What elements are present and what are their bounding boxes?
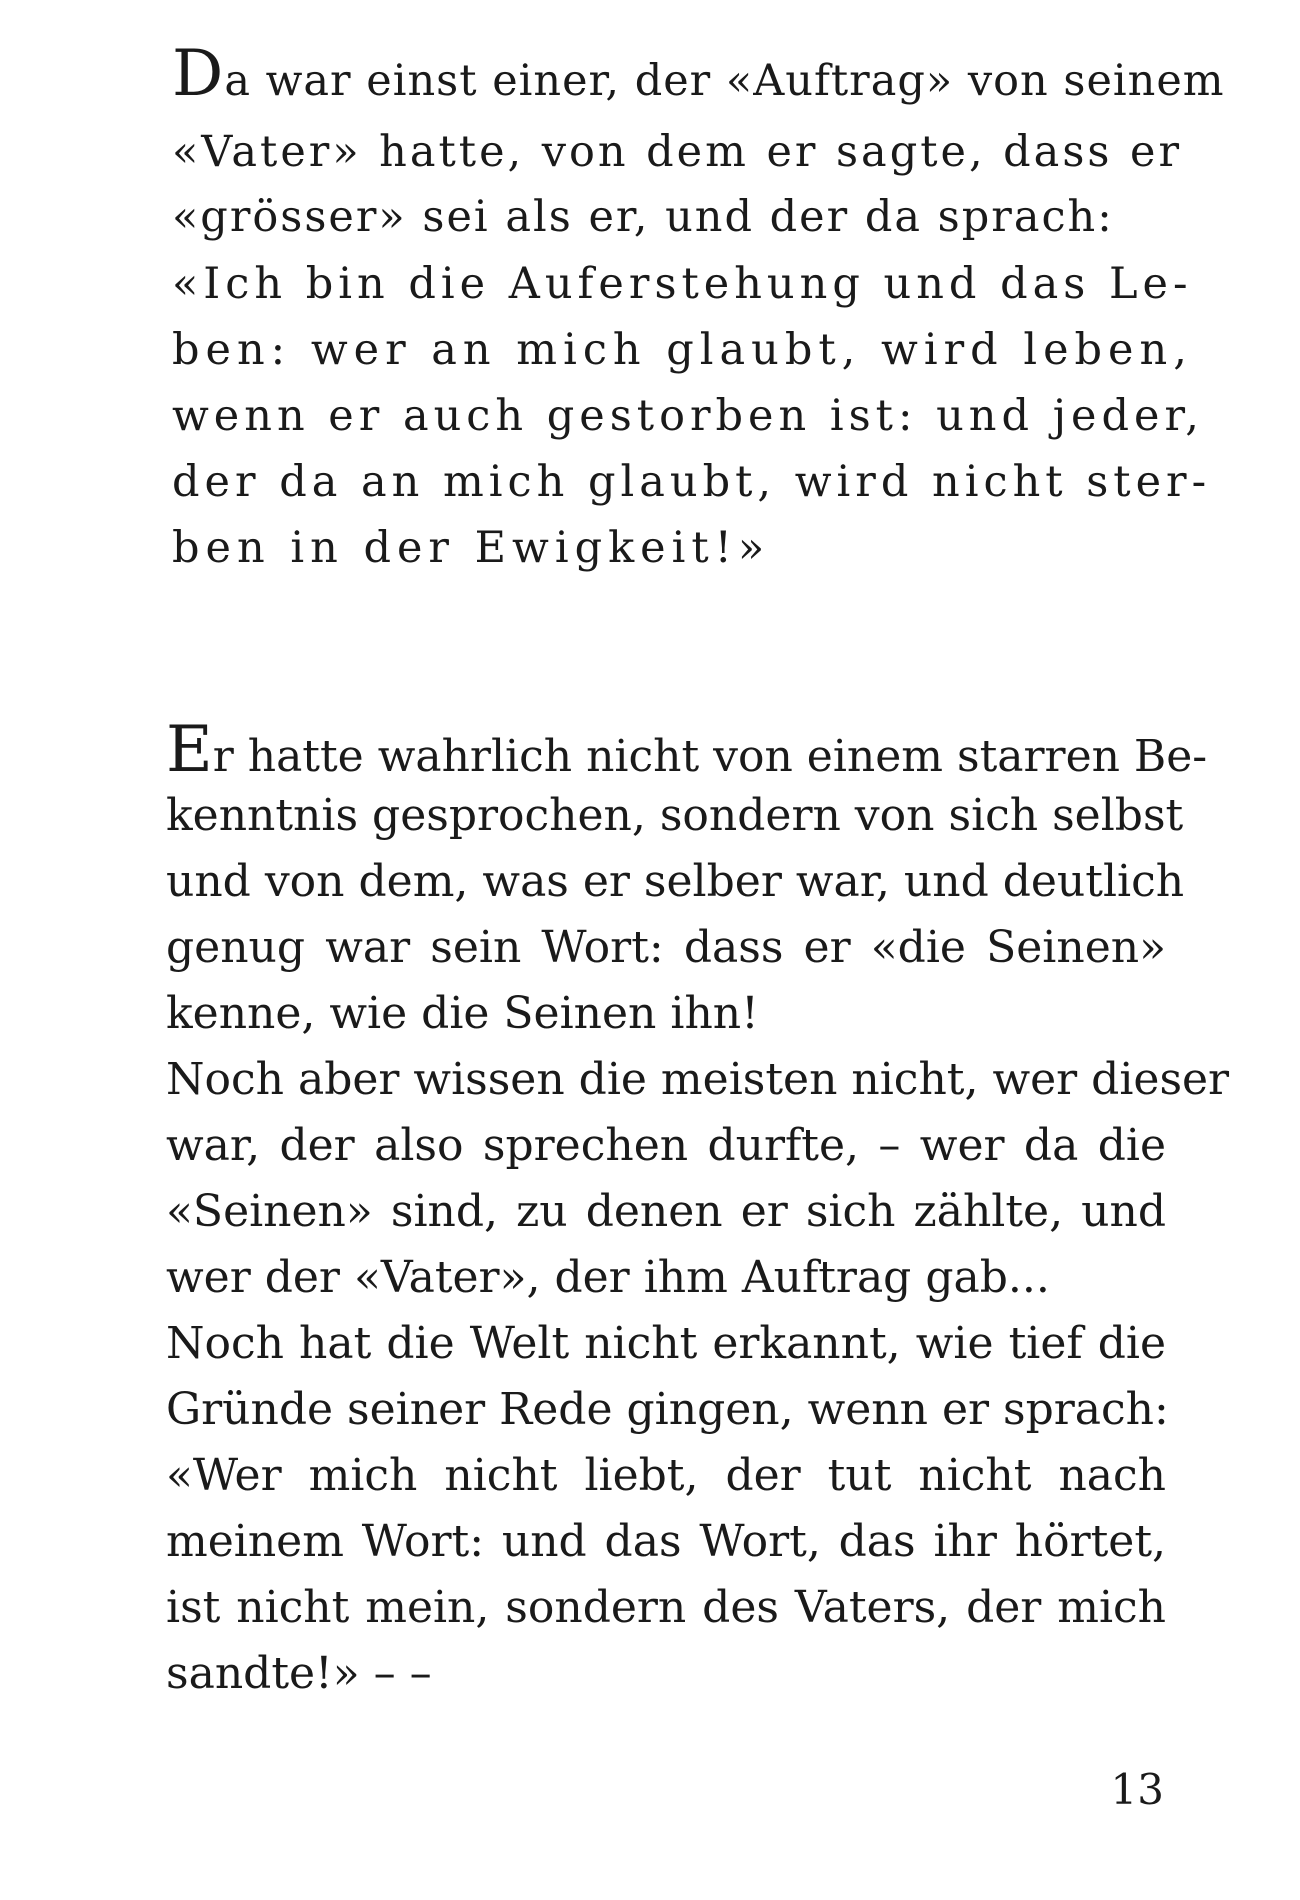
- paragraph-2-line-6: Noch aber wissen die meisten nicht, wer dieser: [166, 1054, 1230, 1105]
- paragraph-2-line-4: genug war sein Wort: dass er «die Seinen»: [166, 922, 1166, 973]
- dropcap-d: D: [172, 37, 225, 111]
- paragraph-2-line-1: [166, 713, 1208, 787]
- paragraph-2-line-5: kenne, wie die Seinen ihn!: [166, 988, 759, 1039]
- paragraph-2-line-8: «Seinen» sind, zu denen er sich zählte, und: [166, 1186, 1166, 1237]
- paragraph-2-line-11: Gründe seiner Rede gingen, wenn er sprach:: [166, 1384, 1169, 1435]
- paragraph-2-line-9: wer der «Vater», der ihm Auftrag gab...: [166, 1252, 1050, 1303]
- paragraph-2-line-7: war, der also sprechen durfte, – wer da die: [166, 1120, 1166, 1171]
- paragraph-1-line-1: [172, 37, 1225, 111]
- dropcap-e: E: [166, 713, 213, 787]
- paragraph-2-line-15: sandte!» – –: [166, 1648, 432, 1699]
- paragraph-1-line-6: wenn er auch gestorben ist: und jeder,: [172, 391, 1204, 441]
- paragraph-2-line-10: Noch hat die Welt nicht erkannt, wie tief die: [166, 1318, 1166, 1369]
- paragraph-1-line-5: ben: wer an mich glaubt, wird leben,: [172, 325, 1193, 375]
- text-line: a war einst einer, der «Auftrag» von seinem: [224, 56, 1225, 106]
- paragraph-2-line-14: ist nicht mein, sondern des Vaters, der mich: [166, 1582, 1166, 1633]
- paragraph-2-line-12: «Wer mich nicht liebt, der tut nicht nach: [166, 1450, 1166, 1501]
- paragraph-1-line-8: ben in der Ewigkeit!»: [172, 523, 771, 573]
- paragraph-2-line-3: und von dem, was er selber war, und deutlich: [166, 856, 1185, 907]
- paragraph-1-line-7: der da an mich glaubt, wird nicht ster-: [172, 457, 1212, 507]
- page-number: 13: [1110, 1765, 1164, 1814]
- text-line: r hatte wahrlich nicht von einem starren Be-: [212, 731, 1208, 782]
- paragraph-1-line-3: «grösser» sei als er, und der da sprach:: [172, 192, 1114, 242]
- paragraph-2-line-2: kenntnis gesprochen, sondern von sich selbst: [166, 790, 1184, 841]
- paragraph-1-line-4: «Ich bin die Auferstehung und das Le-: [172, 259, 1193, 309]
- paragraph-2-line-13: meinem Wort: und das Wort, das ihr hörtet,: [166, 1516, 1166, 1567]
- paragraph-1-line-2: «Vater» hatte, von dem er sagte, dass er: [172, 127, 1182, 177]
